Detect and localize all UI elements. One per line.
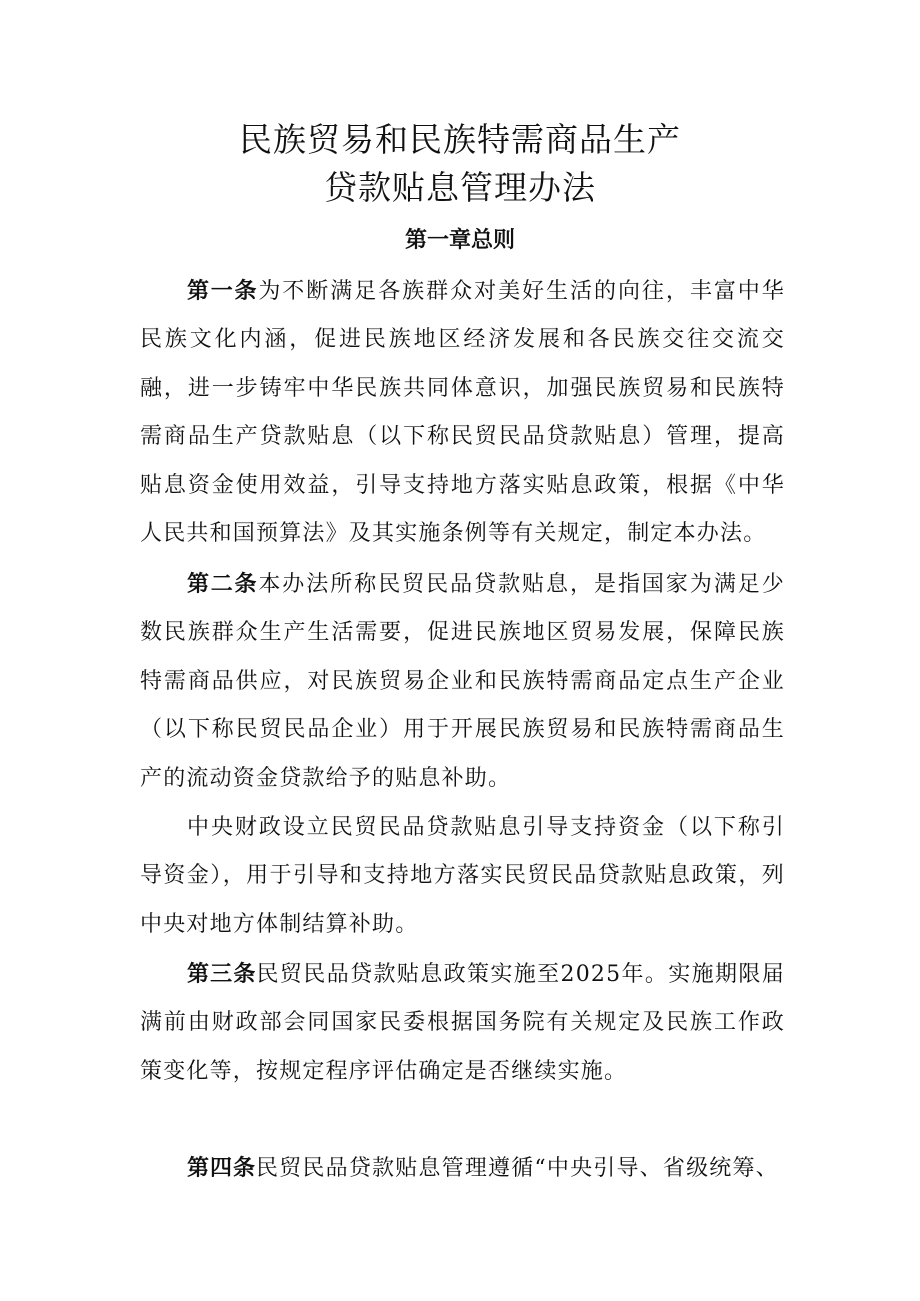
chapter-heading: 第一章总则 [404, 228, 515, 253]
article-2-text: 本办法所称民贸民品贷款贴息，是指国家为满足少数民族群众生产生活需要，促进民族地区贸易发展，保障民族特需商品供应，对民族贸易企业和民族特需商品定点生产企业（以下称民贸民品企业）用于开展民族贸易和民族特需商品生产的流动资金贷款给予的贴息补助。 [140, 572, 785, 791]
article-4-paragraph [140, 1145, 785, 1193]
article-3-label: 第三条 [187, 962, 257, 987]
article-2-continuation-text: 中央财政设立民贸民品贷款贴息引导支持资金（以下称引导资金），用于引导和支持地方落实民贸民品贷款贴息政策，列中央对地方体制结算补助。 [140, 815, 785, 937]
document-title-line-2: 贷款贴息管理办法 [324, 168, 596, 207]
article-2-label: 第二条 [187, 572, 259, 597]
article-2-paragraph [140, 561, 785, 803]
document-title-line-1: 民族贸易和民族特需商品生产 [239, 120, 681, 159]
article-1-text: 为不断满足各族群众对美好生活的向往，丰富中华民族文化内涵，促进民族地区经济发展和各民族交往交流交融，进一步铸牢中华民族共同体意识，加强民族贸易和民族特需商品生产贷款贴息（以下称民贸民品贷款贴息）管理，提高贴息资金使用效益，引导支持地方落实贴息政策，根据《中华人民共和国预算法》及其实施条例等有关规定，制定本办法。 [140, 279, 785, 547]
article-2-continuation-paragraph [140, 804, 785, 949]
article-4-label: 第四条 [187, 1156, 257, 1181]
article-1-label: 第一条 [187, 279, 259, 304]
article-4-text: 民贸民品贷款贴息管理遵循“中央引导、省级统筹、 [256, 1156, 779, 1181]
article-3-paragraph [140, 951, 785, 1096]
article-3-text: 民贸民品贷款贴息政策实施至2025年。实施期限届满前由财政部会同国家民委根据国务院有关规定及民族工作政策变化等，按规定程序评估确定是否继续实施。 [140, 962, 785, 1084]
article-1-paragraph [140, 268, 785, 558]
